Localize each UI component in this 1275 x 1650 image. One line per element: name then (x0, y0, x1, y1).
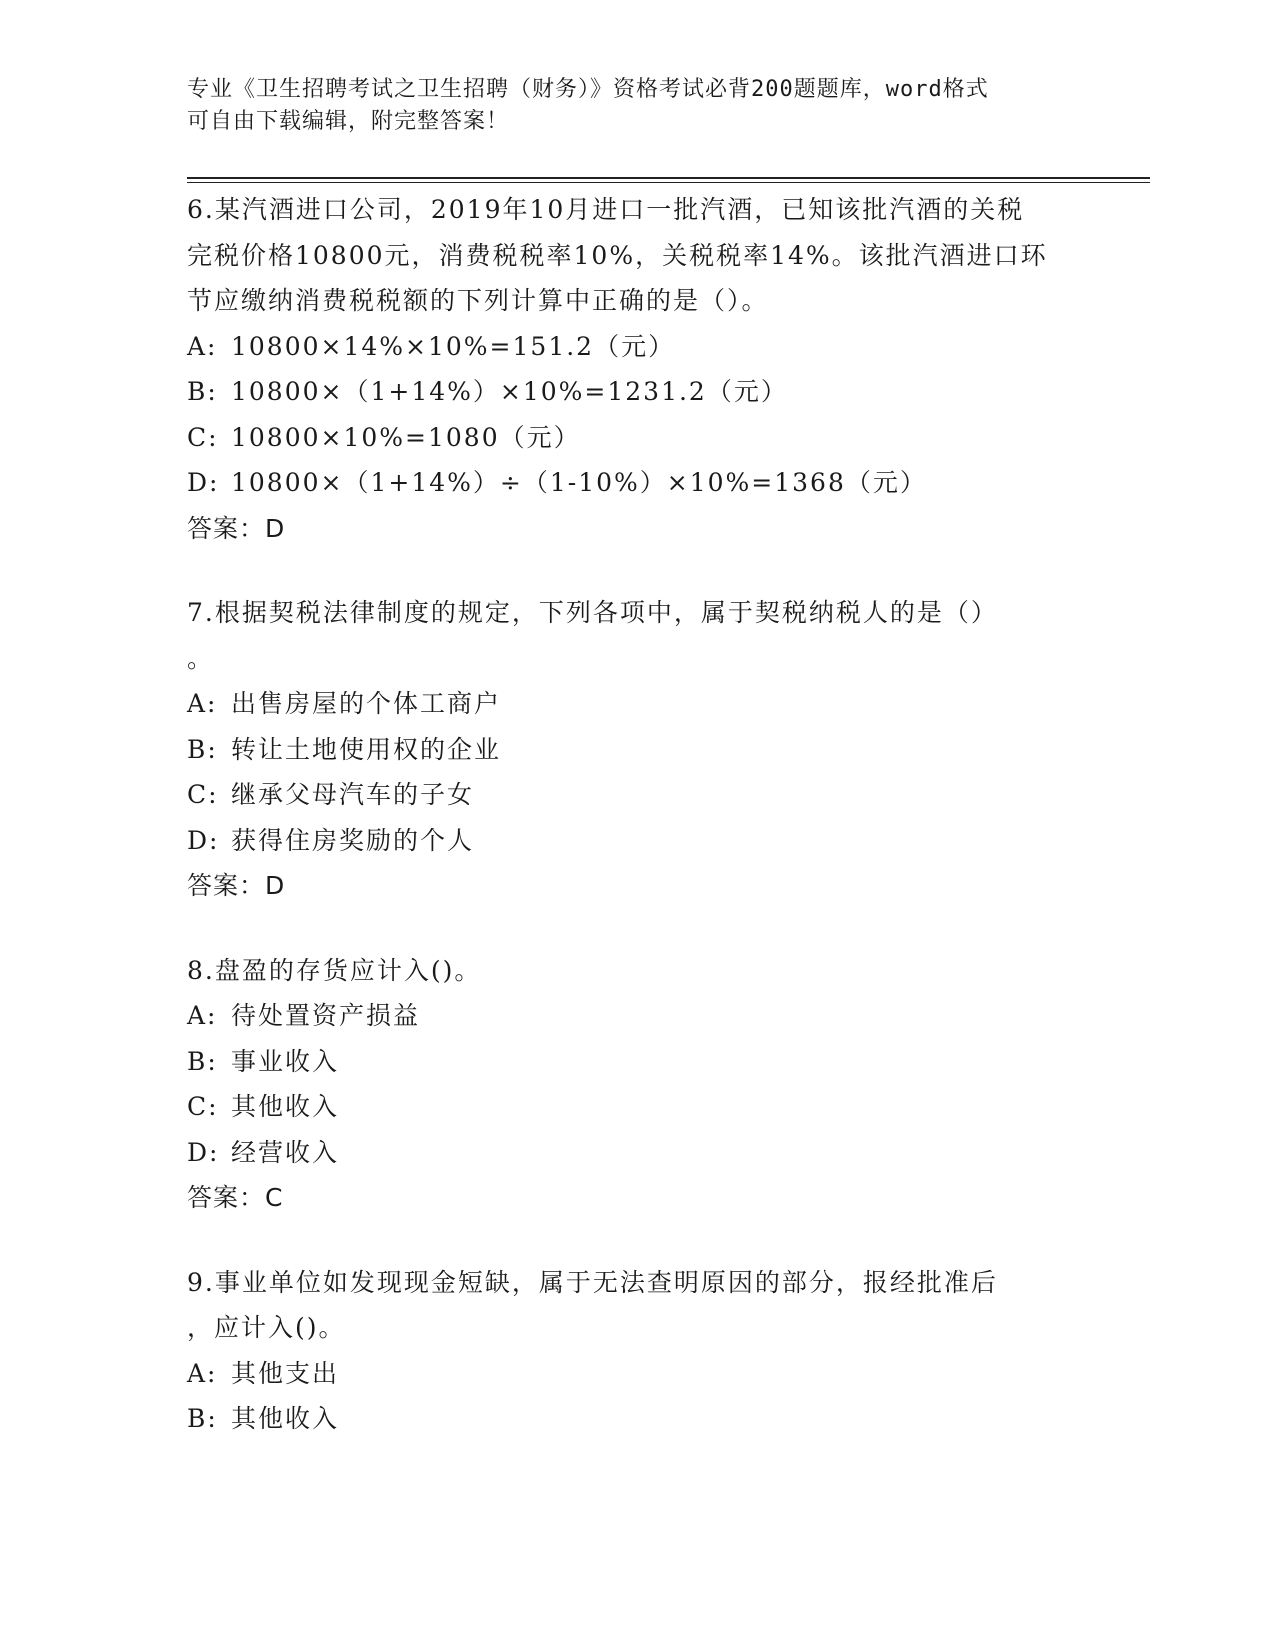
option-text: 获得住房奖励的个人 (231, 825, 475, 855)
question-text-line: 7.根据契税法律制度的规定，下列各项中，属于契税纳税人的是（） (187, 598, 998, 627)
header-line-2: 可自由下载编辑，附完整答案！ (187, 109, 510, 134)
option-text: 10800×14%×10%=151.2（元） (231, 331, 676, 361)
option-key: B: (187, 1046, 218, 1076)
option-key: A: (187, 1001, 218, 1030)
option-text: 继承父母汽车的子女 (231, 780, 475, 809)
option-key: B: (187, 734, 218, 764)
option-c (187, 415, 1087, 461)
option-key: C: (187, 780, 219, 809)
question-text-line: 6.某汽酒进口公司，2019年10月进口一批汽酒，已知该批汽酒的关税 (187, 195, 1025, 224)
header-rule-thick (187, 177, 1150, 179)
option-c (187, 1084, 1087, 1130)
option-text: 转让土地使用权的企业 (231, 734, 502, 764)
question-6 (187, 187, 1087, 551)
option-text: 其他收入 (231, 1404, 340, 1433)
option-key: D: (187, 1137, 220, 1167)
option-text: 事业收入 (231, 1046, 340, 1076)
option-a (187, 324, 1087, 370)
answer-label: 答案：D (187, 513, 286, 543)
question-9 (187, 1260, 1087, 1442)
option-key: B: (187, 1404, 218, 1433)
answer-label: 答案：C (187, 1183, 284, 1212)
option-d (187, 818, 1087, 864)
option-a (187, 1351, 1087, 1397)
option-key: B: (187, 377, 218, 406)
option-key: D: (187, 468, 220, 497)
option-key: C: (187, 1092, 219, 1121)
option-d (187, 1130, 1087, 1176)
header-rule-thin (187, 182, 1150, 183)
option-c (187, 772, 1087, 818)
option-b (187, 1039, 1087, 1085)
question-text-line: 8.盘盈的存货应计入()。 (187, 955, 482, 985)
option-key: C: (187, 422, 219, 452)
document-header (187, 74, 1087, 138)
option-a (187, 993, 1087, 1039)
option-text: 待处置资产损益 (231, 1001, 421, 1030)
option-key: A: (187, 689, 218, 718)
option-b (187, 1396, 1087, 1442)
option-key: A: (187, 331, 218, 361)
question-8 (187, 948, 1087, 1221)
question-text-line: ，应计入()。 (187, 1313, 346, 1342)
option-key: A: (187, 1358, 218, 1388)
option-text: 10800×（1+14%）÷（1-10%）×10%=1368（元） (231, 468, 927, 497)
question-text-line: 完税价格10800元，消费税税率10%，关税税率14%。该批汽酒进口环 (187, 240, 1048, 270)
option-text: 其他支出 (231, 1358, 340, 1388)
option-text: 经营收入 (231, 1137, 340, 1167)
option-d (187, 460, 1087, 506)
question-list (187, 187, 1087, 1481)
option-text: 出售房屋的个体工商户 (231, 689, 502, 718)
option-text: 10800×10%=1080（元） (231, 422, 581, 452)
option-text: 其他收入 (231, 1092, 340, 1121)
option-key: D: (187, 825, 220, 855)
option-a (187, 681, 1087, 727)
option-b (187, 727, 1087, 773)
question-7 (187, 590, 1087, 909)
option-b (187, 369, 1087, 415)
question-text-line: 9.事业单位如发现现金短缺，属于无法查明原因的部分，报经批准后 (187, 1267, 998, 1297)
answer-label: 答案：D (187, 871, 286, 900)
question-text-line: 节应缴纳消费税税额的下列计算中正确的是（）。 (187, 286, 769, 315)
option-text: 10800×（1+14%）×10%=1231.2（元） (231, 377, 788, 406)
header-line-1: 专业《卫生招聘考试之卫生招聘（财务）》资格考试必背200题题库，word格式 (187, 77, 989, 102)
question-text-line: 。 (187, 643, 215, 673)
